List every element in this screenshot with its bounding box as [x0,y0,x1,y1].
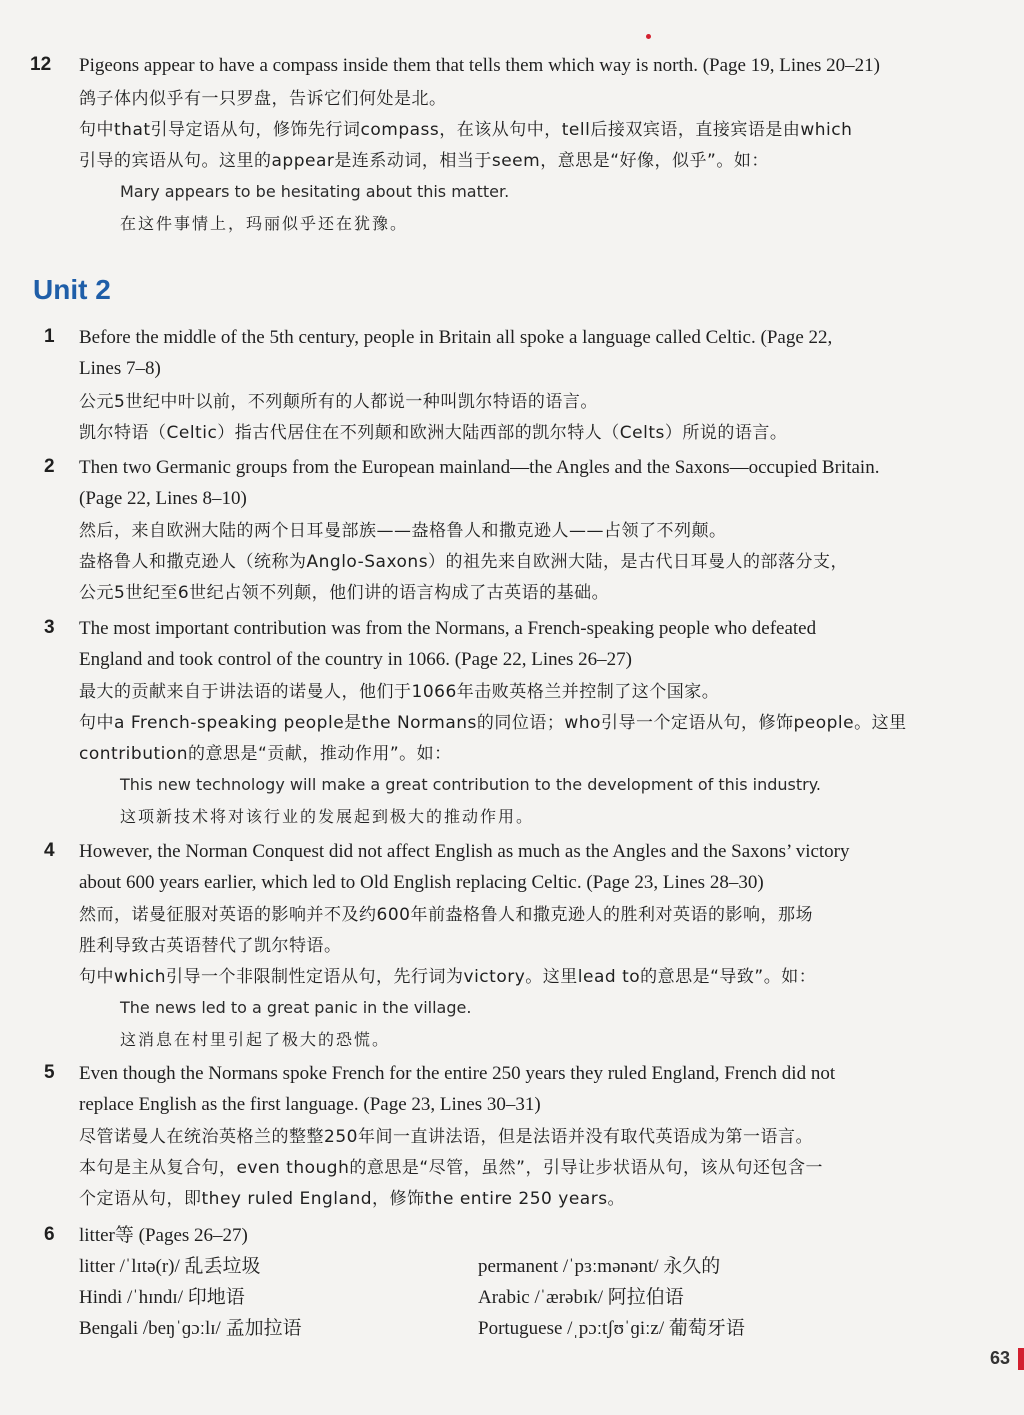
english-sentence: (Page 22, Lines 8–10) [79,488,247,509]
chinese-translation: 胜利导致古英语替代了凯尔特语。 [79,936,342,956]
english-sentence: Even though the Normans spoke French for the entire 250 years they ruled England, French did not [79,1063,836,1084]
item-number: 1 [44,326,55,347]
grammar-note: 句中that引导定语从句，修饰先行词compass，在该从句中，tell后接双宾语，直接宾语是由which [79,120,853,140]
item-number: 12 [30,54,52,75]
english-sentence: However, the Norman Conquest did not affect English as much as the Angles and the Saxons’ victory [79,841,850,862]
grammar-note: 引导的宾语从句。这里的appear是连系动词，相当于seem，意思是“好像，似乎”。如： [79,151,769,171]
chinese-translation: 鸽子体内似乎有一只罗盘，告诉它们何处是北。 [79,89,447,109]
english-sentence: Before the middle of the 5th century, people in Britain all spoke a language called Celtic. (Page 22, [79,327,833,348]
vocab-heading: litter等 (Pages 26–27) [79,1225,248,1246]
grammar-note: 句中which引导一个非限制性定语从句，先行词为victory。这里lead to的意思是“导致”。如： [79,967,817,987]
item-number: 3 [44,617,55,638]
chinese-translation: 然后，来自欧洲大陆的两个日耳曼部族——盎格鲁人和撒克逊人——占领了不列颠。 [79,521,727,541]
english-sentence: Lines 7–8) [79,358,161,379]
example-translation: 这消息在村里引起了极大的恐慌。 [120,1030,391,1049]
grammar-note: 盎格鲁人和撒克逊人（统称为Anglo-Saxons）的祖先来自欧洲大陆，是古代日耳曼人的部落分支， [79,552,849,572]
example-sentence: The news led to a great panic in the village. [120,998,472,1017]
item-number: 5 [44,1062,55,1083]
chinese-translation: 尽管诺曼人在统治英格兰的整整250年间一直讲法语，但是法语并没有取代英语成为第一语言。 [79,1127,813,1147]
item-number: 6 [44,1224,55,1245]
english-sentence: England and took control of the country in 1066. (Page 22, Lines 26–27) [79,649,633,670]
item-number: 2 [44,456,55,477]
english-sentence: The most important contribution was from the Normans, a French-speaking people who defeated [79,618,817,639]
vocab-entry: permanent /ˈpɜːmənənt/ 永久的 [478,1256,721,1277]
english-sentence: Then two Germanic groups from the European mainland—the Angles and the Saxons—occupied Britain. [79,457,880,478]
grammar-note: 公元5世纪至6世纪占领不列颠，他们讲的语言构成了古英语的基础。 [79,583,610,603]
red-dot-mark [646,34,651,39]
grammar-note: 凯尔特语（Celtic）指古代居住在不列颠和欧洲大陆西部的凯尔特人（Celts）所说的语言。 [79,423,788,443]
vocab-entry: litter /ˈlɪtə(r)/ 乱丢垃圾 [79,1256,261,1277]
item-number: 4 [44,840,55,861]
chinese-translation: 公元5世纪中叶以前，不列颠所有的人都说一种叫凯尔特语的语言。 [79,392,598,412]
example-translation: 在这件事情上，玛丽似乎还在犹豫。 [120,214,409,233]
vocab-entry: Portuguese /ˌpɔːtʃʊˈɡiːz/ 葡萄牙语 [478,1318,745,1339]
example-sentence: Mary appears to be hesitating about this matter. [120,182,510,201]
english-sentence: about 600 years earlier, which led to Old English replacing Celtic. (Page 23, Lines 28–30) [79,872,764,893]
example-sentence: This new technology will make a great contribution to the development of this industry. [120,775,821,794]
page-number-accent-bar [1018,1348,1024,1370]
chinese-translation: 然而，诺曼征服对英语的影响并不及约600年前盎格鲁人和撒克逊人的胜利对英语的影响，那场 [79,905,813,925]
page-number: 63 [989,1348,1010,1368]
vocab-entry: Bengali /beŋˈɡɔːlɪ/ 孟加拉语 [79,1318,302,1339]
vocab-entry: Arabic /ˈærəbɪk/ 阿拉伯语 [478,1287,684,1308]
grammar-note: 本句是主从复合句，even though的意思是“尽管，虽然”，引导让步状语从句，该从句还包含一 [79,1158,823,1178]
example-translation: 这项新技术将对该行业的发展起到极大的推动作用。 [120,807,535,826]
grammar-note: 句中a French-speaking people是the Normans的同位语；who引导一个定语从句，修饰people。这里 [79,713,907,733]
english-sentence: replace English as the first language. (Page 23, Lines 30–31) [79,1094,541,1115]
english-sentence: Pigeons appear to have a compass inside them that tells them which way is north. (Page 19, Lines 20–21) [79,55,880,76]
chinese-translation: 最大的贡献来自于讲法语的诺曼人，他们于1066年击败英格兰并控制了这个国家。 [79,682,720,702]
grammar-note: 个定语从句，即they ruled England，修饰the entire 250 years。 [79,1189,626,1209]
unit-heading: Unit 2 [33,274,111,305]
vocab-entry: Hindi /ˈhɪndɪ/ 印地语 [79,1287,245,1308]
grammar-note: contribution的意思是“贡献，推动作用”。如： [79,744,452,764]
